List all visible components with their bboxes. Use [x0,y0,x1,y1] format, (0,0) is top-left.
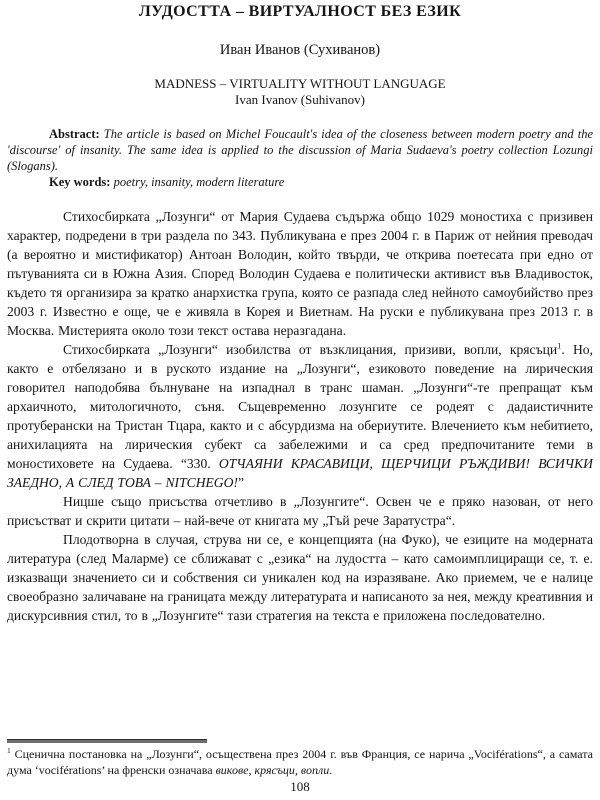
text-run: ” [237,475,245,490]
article-content [7,0,593,625]
author-name-english: Ivan Ivanov (Suhivanov) [235,92,365,107]
body-paragraph [7,492,593,530]
page-footer [7,737,593,800]
text-run: Ницше също присъства отчетливо в „Лозунгите“. Освен че е пряко назован, от него присъстват и скрити цитати – най-вече от книгата му „Тъй рече Заратустра“. [7,494,593,528]
italic-run: викове, крясъци, вопли [215,762,330,777]
text-run: . [329,762,333,777]
article-title-english: MADNESS – VIRTUALITY WITHOUT LANGUAGE [154,76,446,91]
keywords-label: Key words: [49,175,111,189]
footnote-separator [7,739,207,743]
body-paragraph [7,340,593,492]
abstract-label: Abstract: [49,127,100,141]
article-body [7,207,593,625]
text-run: Стихосбирката „Лозунги“ изобилства от възклицания, призиви, вопли, крясъци [63,342,558,357]
author-name-bulgarian: Иван Иванов (Сухиванов) [219,42,381,58]
page-number: 108 [290,779,310,794]
body-paragraph [7,530,593,625]
keywords-text: poetry, insanity, modern literature [113,175,285,189]
footnote [7,747,593,778]
italic-run: ОТЧАЯНИ КРАСАВИЦИ, ЩЕРЧИЦИ РЪЖДИВИ! ВСИЧКИ ЗАЕДНО, А СЛЕД ТОВА – NITCHEGO! [7,456,593,490]
text-run: Сценична постановка на „Лозунги“, осъществена през 2004 г. във Франция, се нарича „Vociférations“, а самата дума ‘vociférations’ на френски означава [7,747,593,777]
abstract-text: The article is based on Michel Foucault's idea of the closeness between modern poetry and the 'discourse' of insanity. The same idea is applied to the discussion of Maria Sudaeva's poetry collection Lozungi (Slogans). [7,127,593,173]
footnote-marker: 1 [557,340,562,351]
text-run: Стихосбирката „Лозунги“ от Мария Судаева съдържа общо 1029 моностиха с призивен характер, подредени в три раздела по 343. Публикувана е през 2004 г. в Париж от нейния преводач (а вероятно и мистификатор) Антоан Володин, който твърди, че открива поетесата при едно от пътуванията си в Южна Азия. Според Володин Судаева е политически активист във Владивосток, където тя организира за кратко анархистка група, която се разпада след нейното самоубийство през 2003 г. Известно е още, че е живяла в Корея и Виетнам. На руски е публикувана през 2013 г. в Москва. Мистерията около този текст остава неразгадана. [7,209,593,338]
body-paragraph [7,207,593,340]
article-title-bulgarian: ЛУДОСТТА – ВИРТУАЛНОСТ БЕЗ ЕЗИК [138,3,462,20]
abstract-paragraph [7,126,593,174]
keywords-line [7,174,593,190]
text-run: Плодотворна в случая, струва ни се, е концепцията (на Фуко), че езиците на модерната литература (след Маларме) се сближават с „езика“ на лудостта – като самоимплициращи се, т. е. изказващи значението си и собствения си уникален код на изразяване. Ако приемем, че е налице своеобразно заличаване на границата между литературата и написаното за нея, между креативния и дискурсивния стил, то в „Лозунгите“ тази стратегия на текста е приложена последователно. [7,532,593,623]
text-run: . Но, както е отбелязано и в руското издание на „Лозунги“, езиковото поведение на лирическия говорител наподобява бълнуване на изпаднал в транс шаман. „Лозунги“-те препращат към архаичното, митологичното, съня. Същевременно лозунгите се родеят с дадаистичните протуберански на Тристан Тцара, както и с абсурдизма на обериутите. Влечението към небитието, анихилацията на лирическия субект са забележими и са сред предпочитаните теми в моностиховете на Судаева. “330. [7,342,593,471]
footnote-marker: 1 [7,746,11,755]
